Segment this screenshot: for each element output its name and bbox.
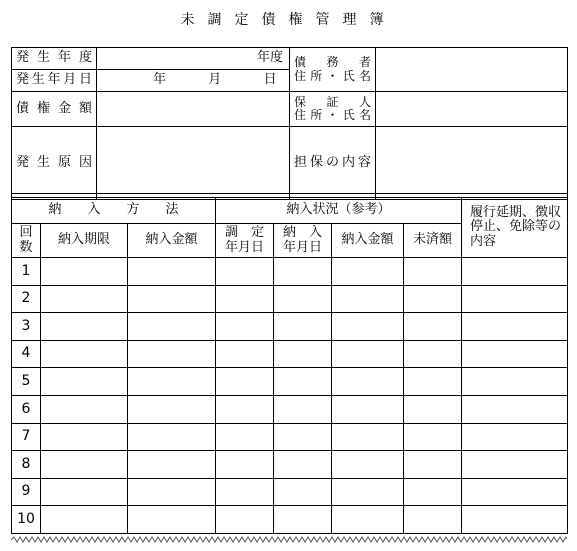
row-number: 8 — [12, 451, 41, 479]
debtor-field[interactable] — [376, 48, 568, 92]
table-cell[interactable] — [404, 395, 462, 423]
table-cell[interactable] — [128, 285, 216, 313]
occurrence-year-field[interactable] — [97, 48, 290, 70]
table-cell[interactable] — [274, 451, 332, 479]
extension-note-header: 履行延期、徴収停止、免除等の内容 — [462, 198, 568, 258]
table-cell[interactable] — [404, 368, 462, 396]
table-cell[interactable] — [128, 451, 216, 479]
table-row — [12, 285, 568, 313]
table-cell[interactable] — [462, 395, 568, 423]
table-cell[interactable] — [462, 340, 568, 368]
table-cell[interactable] — [332, 340, 404, 368]
table-row — [12, 368, 568, 396]
table-row — [12, 340, 568, 368]
table-cell[interactable] — [41, 340, 128, 368]
occurrence-date-label: 発生年月日 — [12, 70, 97, 92]
row-number: 3 — [12, 313, 41, 341]
table-cell[interactable] — [216, 368, 274, 396]
table-cell[interactable] — [128, 395, 216, 423]
table-cell[interactable] — [404, 258, 462, 286]
table-cell[interactable] — [462, 423, 568, 451]
row-number: 1 — [12, 258, 41, 286]
row-number: 5 — [12, 368, 41, 396]
section-divider — [11, 193, 567, 194]
row-number: 9 — [12, 478, 41, 506]
date-month: 月 — [208, 72, 222, 88]
table-cell[interactable] — [216, 395, 274, 423]
table-cell[interactable] — [332, 368, 404, 396]
table-cell[interactable] — [216, 340, 274, 368]
table-cell[interactable] — [462, 506, 568, 534]
table-cell[interactable] — [128, 368, 216, 396]
table-cell[interactable] — [332, 258, 404, 286]
table-cell[interactable] — [41, 258, 128, 286]
table-cell[interactable] — [332, 395, 404, 423]
table-cell[interactable] — [128, 340, 216, 368]
paid-amount-header: 納入金額 — [332, 224, 404, 258]
paid-date-header: 納 入年月日 — [274, 224, 332, 258]
table-cell[interactable] — [462, 368, 568, 396]
table-cell[interactable] — [462, 258, 568, 286]
table-cell[interactable] — [274, 368, 332, 396]
table-row — [12, 478, 568, 506]
table-cell[interactable] — [41, 285, 128, 313]
table-cell[interactable] — [216, 451, 274, 479]
table-cell[interactable] — [462, 285, 568, 313]
table-cell[interactable] — [274, 313, 332, 341]
table-cell[interactable] — [216, 423, 274, 451]
page-title: 未調定債権管理簿 — [180, 12, 397, 28]
table-row — [12, 423, 568, 451]
table-cell[interactable] — [462, 313, 568, 341]
table-cell[interactable] — [216, 285, 274, 313]
occurrence-date-field[interactable] — [97, 70, 290, 92]
table-cell[interactable] — [404, 340, 462, 368]
table-cell[interactable] — [332, 478, 404, 506]
occurrence-year-label: 発生年度 — [12, 48, 97, 70]
table-cell[interactable] — [332, 451, 404, 479]
table-row — [12, 258, 568, 286]
table-cell[interactable] — [128, 313, 216, 341]
table-cell[interactable] — [41, 451, 128, 479]
row-number: 10 — [12, 506, 41, 534]
table-cell[interactable] — [128, 478, 216, 506]
collateral-label: 担保の内容 — [290, 127, 376, 200]
guarantor-label: 保 証 人 住所・氏名 — [290, 92, 376, 127]
table-cell[interactable] — [216, 313, 274, 341]
table-cell[interactable] — [274, 423, 332, 451]
cause-label: 発生原因 — [12, 127, 97, 200]
guarantor-field[interactable] — [376, 92, 568, 127]
table-cell[interactable] — [274, 258, 332, 286]
table-cell[interactable] — [216, 258, 274, 286]
table-cell[interactable] — [274, 506, 332, 534]
table-cell[interactable] — [404, 423, 462, 451]
table-cell[interactable] — [462, 451, 568, 479]
debtor-label: 債 務 者 住所・氏名 — [290, 48, 376, 92]
amount-label: 債権金額 — [12, 92, 97, 127]
table-cell[interactable] — [41, 423, 128, 451]
table-row — [12, 451, 568, 479]
torn-edge — [11, 535, 567, 545]
row-number: 4 — [12, 340, 41, 368]
debt-info-table — [11, 47, 568, 200]
table-cell[interactable] — [216, 478, 274, 506]
year-unit: 年度 — [256, 50, 283, 66]
unpaid-header: 未済額 — [404, 224, 462, 258]
table-cell[interactable] — [41, 313, 128, 341]
row-number: 2 — [12, 285, 41, 313]
payment-rows — [12, 258, 568, 534]
table-cell[interactable] — [128, 506, 216, 534]
due-header: 納入期限 — [41, 224, 128, 258]
amount-field[interactable] — [97, 92, 290, 127]
table-row — [12, 313, 568, 341]
table-cell[interactable] — [41, 395, 128, 423]
table-cell[interactable] — [41, 506, 128, 534]
table-cell[interactable] — [332, 506, 404, 534]
table-cell[interactable] — [332, 423, 404, 451]
cause-field[interactable] — [97, 127, 290, 200]
row-number: 7 — [12, 423, 41, 451]
table-cell[interactable] — [332, 285, 404, 313]
adjust-date-header: 調 定年月日 — [216, 224, 274, 258]
table-cell[interactable] — [274, 340, 332, 368]
table-cell[interactable] — [128, 258, 216, 286]
table-cell[interactable] — [41, 478, 128, 506]
date-year: 年 — [153, 72, 167, 88]
table-row — [12, 395, 568, 423]
table-cell[interactable] — [404, 313, 462, 341]
collateral-field[interactable] — [376, 127, 568, 200]
table-cell[interactable] — [128, 423, 216, 451]
table-cell[interactable] — [274, 478, 332, 506]
table-cell[interactable] — [41, 368, 128, 396]
row-number: 6 — [12, 395, 41, 423]
payment-table — [11, 197, 568, 534]
table-cell[interactable] — [274, 395, 332, 423]
table-cell[interactable] — [404, 451, 462, 479]
table-cell[interactable] — [404, 506, 462, 534]
count-header: 回数 — [12, 224, 41, 258]
table-cell[interactable] — [462, 478, 568, 506]
table-row — [12, 506, 568, 534]
payment-status-header: 納入状況（参考） — [216, 198, 462, 224]
table-cell[interactable] — [332, 313, 404, 341]
amount-header: 納入金額 — [128, 224, 216, 258]
table-cell[interactable] — [404, 478, 462, 506]
payment-method-header: 納 入 方 法 — [12, 198, 216, 224]
date-day: 日 — [263, 72, 277, 88]
table-cell[interactable] — [216, 506, 274, 534]
table-cell[interactable] — [274, 285, 332, 313]
table-cell[interactable] — [404, 285, 462, 313]
